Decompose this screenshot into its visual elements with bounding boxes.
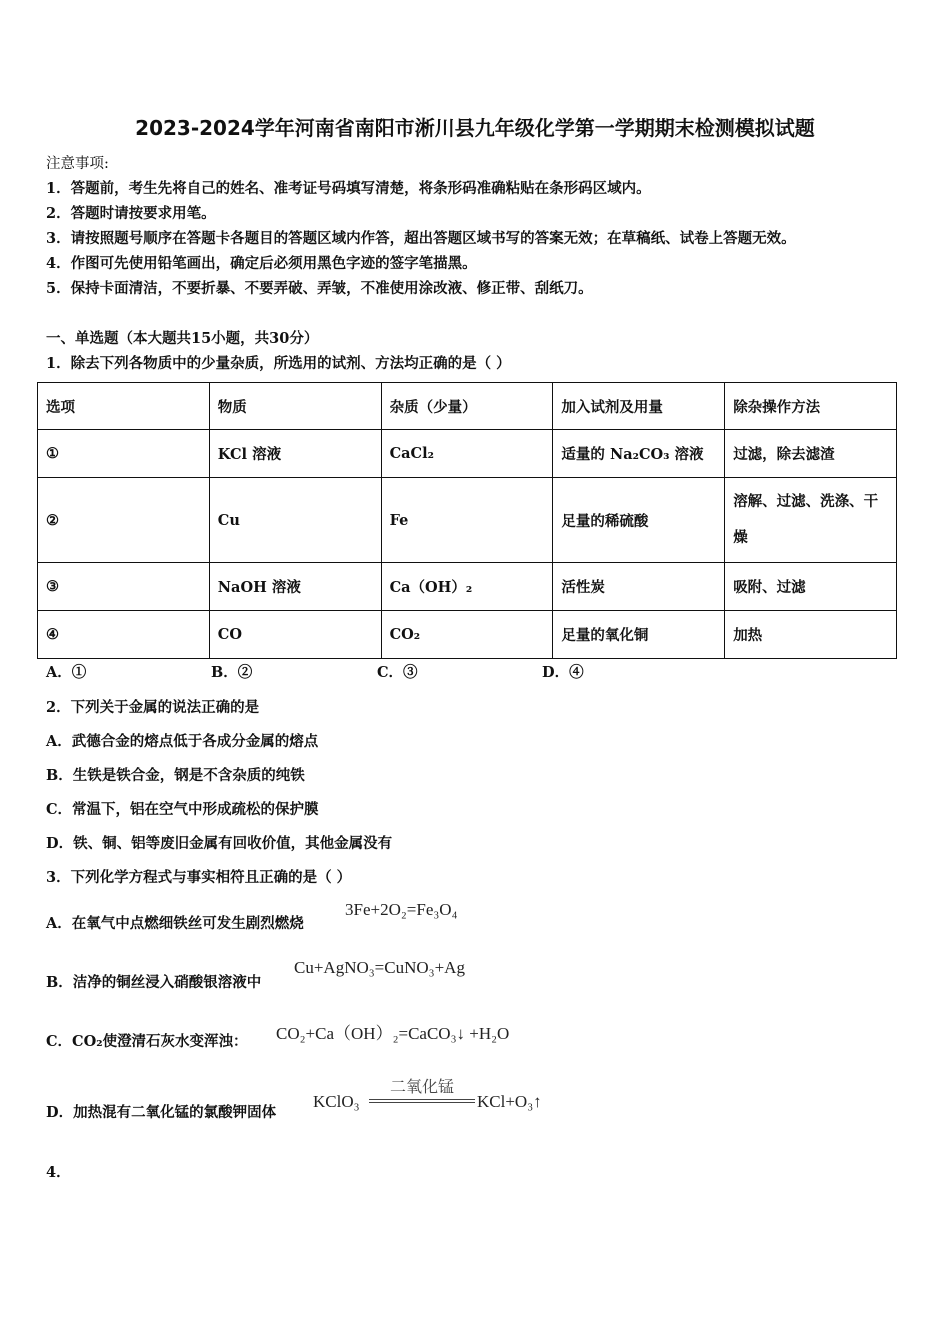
q3-stem: 3．下列化学方程式与事实相符且正确的是（ ）	[46, 869, 352, 886]
notice-item: 3．请按照题号顺序在答题卡各题目的答题区域内作答，超出答题区域书写的答案无效；在草稿纸、试卷上答题无效。	[46, 230, 796, 247]
notice-item: 4．作图可先使用铅笔画出，确定后必须用黑色字迹的签字笔描黑。	[46, 255, 477, 272]
option-b[interactable]: B．②	[211, 664, 253, 681]
q3-option-a[interactable]: A．在氧气中点燃细铁丝可发生剧烈燃烧	[46, 915, 304, 932]
notice-item: 1．答题前，考生先将自己的姓名、准考证号码填写清楚，将条形码准确粘贴在条形码区域内。	[46, 180, 651, 197]
table-cell: 吸附、过滤	[725, 563, 897, 611]
q2-option-d[interactable]: D．铁、铜、铝等废旧金属有回收价值，其他金属没有	[46, 835, 393, 852]
table-row	[38, 430, 897, 478]
q3-option-d[interactable]: D．加热混有二氧化锰的氯酸钾固体	[46, 1104, 277, 1121]
option-d[interactable]: D．④	[542, 664, 584, 681]
q2-option-a[interactable]: A．武德合金的熔点低于各成分金属的熔点	[46, 733, 319, 750]
catalyst-label: 二氧化锰	[389, 1077, 454, 1096]
q3-option-b[interactable]: B．洁净的铜丝浸入硝酸银溶液中	[46, 974, 262, 991]
equation-a: 3Fe+2O₂=Fe₃O₄	[345, 900, 458, 919]
table-cell: 足量的氧化铜	[553, 611, 725, 659]
equation-c: CO₂+Ca（OH）₂=CaCO₃↓ +H₂O	[276, 1024, 510, 1043]
page-title: 2023-2024学年河南省南阳市淅川县九年级化学第一学期期末检测模拟试题	[135, 116, 815, 140]
table-cell: 溶解、过滤、洗涤、干燥	[725, 478, 897, 563]
table-header-cell: 选项	[38, 383, 210, 430]
table-cell: Cu	[209, 478, 381, 563]
q2-option-b[interactable]: B．生铁是铁合金，钢是不含杂质的纯铁	[46, 767, 305, 784]
notice-item: 5．保持卡面清洁，不要折暴、不要弄破、弄皱，不准使用涂改液、修正带、刮纸刀。	[46, 280, 593, 297]
table-cell: CaCl₂	[381, 430, 553, 478]
table-cell: CO	[209, 611, 381, 659]
notice-item: 2．答题时请按要求用笔。	[46, 205, 216, 222]
equation-b: Cu+AgNO₃=CuNO₃+Ag	[294, 958, 465, 977]
table-header-cell: 除杂操作方法	[725, 383, 897, 430]
q4-stem: 4．	[46, 1164, 71, 1181]
table-header-cell: 加入试剂及用量	[553, 383, 725, 430]
table-cell: NaOH 溶液	[209, 563, 381, 611]
table-row	[38, 611, 897, 659]
q3-option-c[interactable]: C．CO₂使澄清石灰水变浑浊：	[46, 1033, 248, 1050]
table-cell: CO₂	[381, 611, 553, 659]
q2-option-c[interactable]: C．常温下，铝在空气中形成疏松的保护膜	[46, 801, 319, 818]
equation-d-right: KCl+O₃↑	[477, 1092, 542, 1111]
q1-stem: 1．除去下列各物质中的少量杂质，所选用的试剂、方法均正确的是（ ）	[46, 355, 511, 372]
table-cell: 活性炭	[553, 563, 725, 611]
option-a[interactable]: A．①	[46, 664, 87, 681]
table-header-cell: 物质	[209, 383, 381, 430]
table-cell: ②	[38, 478, 210, 563]
equation-d-left: KClO₃	[313, 1092, 360, 1111]
section-heading: 一、单选题（本大题共15小题，共30分）	[46, 330, 319, 347]
table-cell: ①	[38, 430, 210, 478]
option-c[interactable]: C．③	[377, 664, 418, 681]
table-cell: Ca（OH）₂	[381, 563, 553, 611]
table-cell: 足量的稀硫酸	[553, 478, 725, 563]
table-cell: 加热	[725, 611, 897, 659]
table-cell: ③	[38, 563, 210, 611]
equals-double-line	[369, 1099, 475, 1103]
table-cell: KCl 溶液	[209, 430, 381, 478]
table-row	[38, 478, 897, 563]
table-cell: 适量的 Na₂CO₃ 溶液	[553, 430, 725, 478]
notice-heading: 注意事项:	[46, 156, 109, 172]
q1-table	[37, 382, 897, 659]
table-cell: ④	[38, 611, 210, 659]
q2-stem: 2．下列关于金属的说法正确的是	[46, 699, 260, 716]
table-cell: 过滤，除去滤渣	[725, 430, 897, 478]
table-header-row	[38, 383, 897, 430]
table-header-cell: 杂质（少量）	[381, 383, 553, 430]
table-cell: Fe	[381, 478, 553, 563]
table-row	[38, 563, 897, 611]
reaction-condition	[369, 1074, 475, 1103]
